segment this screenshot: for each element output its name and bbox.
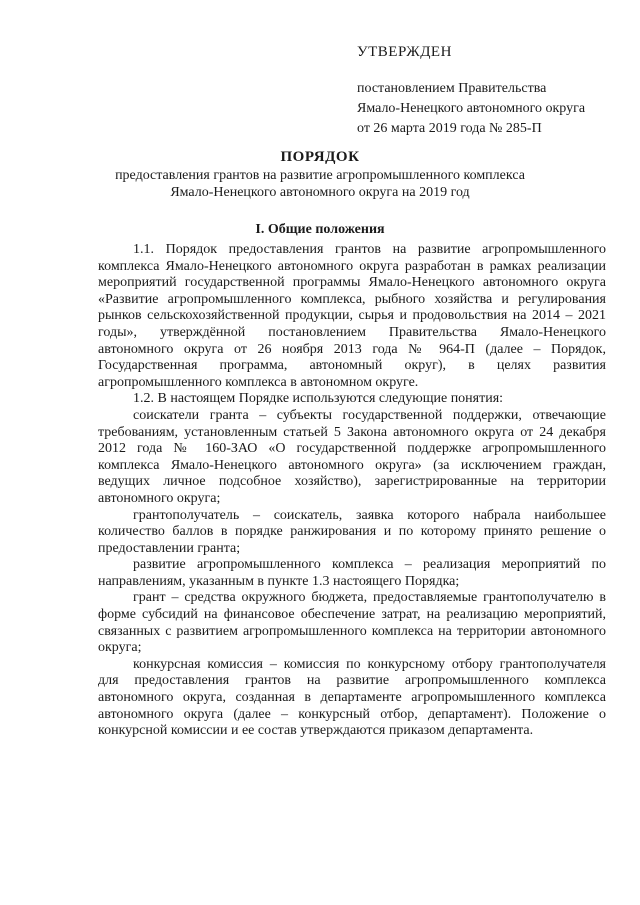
approval-stamp <box>357 44 627 139</box>
definition-competition-commission: конкурсная комиссия – комиссия по конкурсному отбору грантополучателя для предоставления грантов на развитие агропромышленного комплекса автономного округа, созданная в департаменте агропромышленного комплекса автономного округа (далее – конкурсный отбор, департамент). Положение о конкурсной комиссии и ее состав утверждаются приказом департамента. <box>98 656 606 739</box>
approval-line: Ямало-Ненецкого автономного округа <box>357 101 586 116</box>
definition-grant-recipient: грантополучатель – соискатель, заявка которого набрала наибольшее количество баллов в порядке ранжирования и по которому принято решение о предоставлении гранта; <box>98 507 606 556</box>
definition-agro-development: развитие агропромышленного комплекса – реализация мероприятий по направлениям, указанным в пункте 1.3 настоящего Порядка; <box>98 557 606 589</box>
definition-grant: грант – средства окружного бюджета, предоставляемые грантополучателю в форме субсидий на финансовое обеспечение затрат, на реализацию мероприятий, связанных с развитием агропромышленного комплекса на территории автономного округа; <box>98 590 606 656</box>
paragraph-1-1: 1.1. Порядок предоставления грантов на развитие агропромышленного комплекса Ямало-Ненецкого автономного округа разработан в рамках реализации мероприятий государственной программы Ямало-Ненецкого автономного округа «Развитие агропромышленного комплекса, рыбного хозяйства и регулирования рынков сельскохозяйственной продукции, сырья и продовольствия на 2014 – 2021 годы», утверждённой постановлением Правительства Ямало-Ненецкого автономного округа от 26 ноября 2013 года № 964-П (далее – Порядок, Государственная программа, автономный округ), в целях развития агропромышленного комплекса в автономном округе. <box>98 242 606 390</box>
document-subtitle-line: предоставления грантов на развитие агропромышленного комплекса <box>115 168 525 183</box>
paragraph-1-2: 1.2. В настоящем Порядке используются следующие понятия: <box>133 391 504 407</box>
approval-line: от 26 марта 2019 года № 285-П <box>357 121 542 136</box>
approval-heading: УТВЕРЖДЕН <box>357 44 452 60</box>
document-title-block <box>100 147 540 201</box>
definition-applicants: соискатели гранта – субъекты государственной поддержки, отвечающие требованиям, установленным статьей 5 Закона автономного округа от 24 декабря 2012 года № 160-ЗАО «О государственной поддержке агропромышленного комплекса Ямало-Ненецкого автономного округа» (за исключением граждан, ведущих личное подсобное хозяйство), зарегистрированные на территории автономного округа; <box>98 407 606 506</box>
approval-line: постановлением Правительства <box>357 81 547 96</box>
document-subtitle-line: Ямало-Ненецкого автономного округа на 2019 год <box>170 185 470 200</box>
section-heading: I. Общие положения <box>255 222 385 237</box>
document-title: ПОРЯДОК <box>280 149 360 165</box>
document-body <box>98 242 606 740</box>
